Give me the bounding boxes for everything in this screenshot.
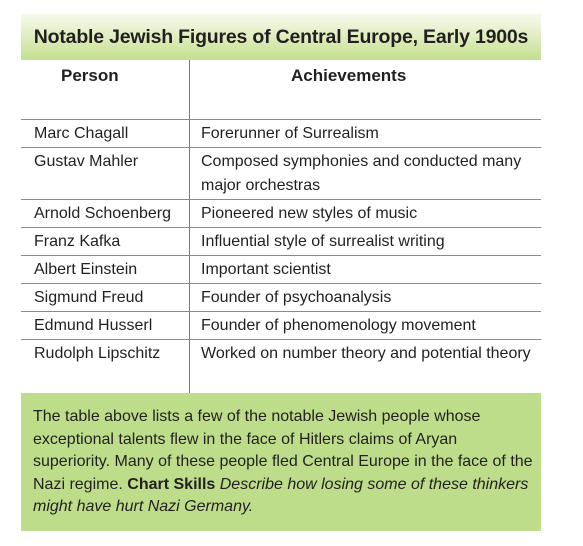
table-body xyxy=(21,119,541,367)
achievement-cell: Worked on number theory and potential theory xyxy=(201,345,531,362)
achievement-cell: Founder of phenomenology movement xyxy=(201,317,476,334)
table-row xyxy=(21,119,541,147)
table-row xyxy=(21,283,541,311)
table-row xyxy=(21,311,541,339)
achievement-cell: Influential style of surrealist writing xyxy=(201,233,445,250)
achievement-cell: Forerunner of Surrealism xyxy=(201,125,379,142)
achievement-cell: Founder of psychoanalysis xyxy=(201,289,392,306)
title-bar xyxy=(21,14,541,60)
caption-box xyxy=(21,393,541,531)
table-row xyxy=(21,147,541,199)
table-title: Notable Jewish Figures of Central Europe, Early 1900s xyxy=(33,25,529,48)
achievement-cell: Important scientist xyxy=(201,261,331,278)
person-cell: Gustav Mahler xyxy=(34,153,139,170)
caption-text: The table above lists a few of the notable Jewish people whose exceptional talents flew in the face of Hitlers claims of Aryan superiority. Many of these people fled Central Europe in the face of the Nazi regime. xyxy=(33,408,533,493)
person-cell: Marc Chagall xyxy=(34,125,129,142)
figures-table-card xyxy=(21,14,541,531)
table-row xyxy=(21,227,541,255)
achievement-cell: Composed symphonies and conducted many major orchestras xyxy=(201,153,522,194)
person-cell: Rudolph Lipschitz xyxy=(34,345,161,362)
table-row xyxy=(21,199,541,227)
chart-skills-label: Chart Skills xyxy=(127,475,216,493)
table-row xyxy=(21,255,541,283)
person-cell: Arnold Schoenberg xyxy=(34,205,171,222)
person-column-header: Person xyxy=(61,66,119,85)
achievement-cell: Pioneered new styles of music xyxy=(201,205,418,222)
table-row xyxy=(21,339,541,367)
figures-table xyxy=(21,60,541,403)
person-cell: Sigmund Freud xyxy=(34,289,144,306)
person-cell: Franz Kafka xyxy=(34,233,121,250)
person-cell: Albert Einstein xyxy=(34,261,138,278)
chart-skills-question: Describe how losing some of these thinkers might have hurt Nazi Germany. xyxy=(33,475,529,515)
achievements-column-header: Achievements xyxy=(291,66,407,85)
person-cell: Edmund Husserl xyxy=(34,317,153,334)
